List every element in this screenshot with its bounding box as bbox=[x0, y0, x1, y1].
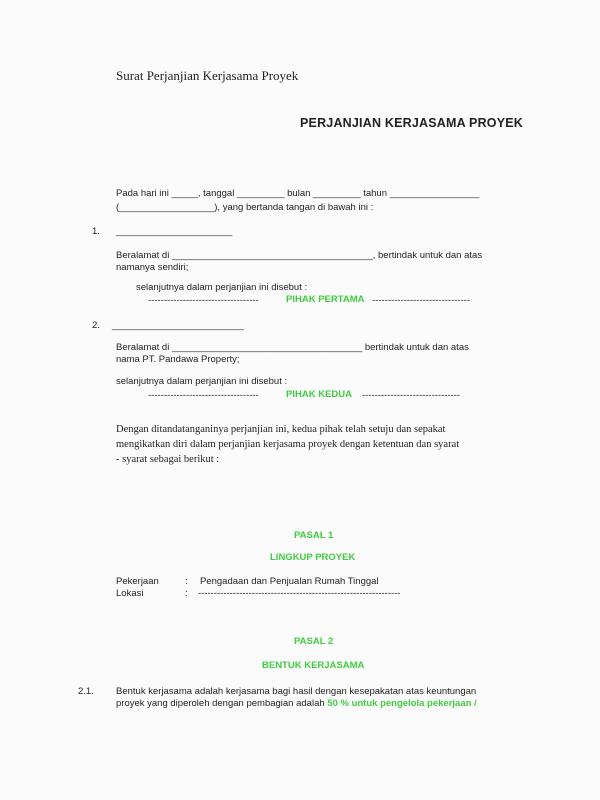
pasal2-clause-line-2 bbox=[116, 698, 477, 709]
pasal2-heading: PASAL 2 bbox=[294, 636, 334, 647]
intro-line-2: (__________________), yang bertanda tangan di bawah ini : bbox=[116, 202, 374, 213]
agreement-text-line-2: mengikatkan diri dalam perjanjian kerjasama proyek dengan ketentuan dan syarat bbox=[116, 439, 460, 450]
pasal1-row-colon: : bbox=[185, 576, 188, 587]
party2-reference-line: selanjutnya dalam perjanjian ini disebut : bbox=[116, 376, 288, 387]
pasal2-clause-line-2-highlight: 50 % untuk pengelola pekerjaan / bbox=[327, 698, 477, 709]
pasal2-clause-line-1: Bentuk kerjasama adalah kerjasama bagi hasil dengan kesepakatan atas keuntungan bbox=[116, 686, 477, 697]
pasal1-row-label: Pekerjaan bbox=[116, 576, 159, 587]
pasal1-row-value: Pengadaan dan Penjualan Rumah Tinggal bbox=[200, 576, 379, 587]
party1-label: PIHAK PERTAMA bbox=[286, 294, 365, 305]
document-title: Surat Perjanjian Kerjasama Proyek bbox=[116, 68, 299, 83]
agreement-text-line-1: Dengan ditandatanganinya perjanjian ini, kedua pihak telah setuju dan sepakat bbox=[116, 424, 446, 435]
party2-dash-left: ----------------------------------- bbox=[148, 390, 259, 401]
party1-number: 1. bbox=[92, 226, 100, 237]
agreement-title: PERJANJIAN KERJASAMA PROYEK bbox=[300, 116, 524, 130]
party2-number: 2. bbox=[92, 320, 100, 331]
party2-label: PIHAK KEDUA bbox=[286, 389, 352, 400]
pasal1-row-colon: : bbox=[185, 588, 188, 599]
party1-address-line-2: namanya sendiri; bbox=[116, 262, 189, 273]
party2-address-line-2: nama PT. Pandawa Property; bbox=[116, 354, 240, 365]
party1-reference-line: selanjutnya dalam perjanjian ini disebut : bbox=[136, 282, 308, 293]
party1-name-line: ______________________ bbox=[116, 226, 233, 237]
party1-dash-right: ------------------------------- bbox=[372, 295, 471, 306]
party1-address-line-1: Beralamat di ______________________________________, bertindak untuk dan atas bbox=[116, 250, 483, 261]
pasal2-subheading: BENTUK KERJASAMA bbox=[262, 660, 365, 671]
pasal1-row-label: Lokasi bbox=[116, 588, 144, 599]
pasal2-clause-number: 2.1. bbox=[78, 686, 94, 697]
pasal1-heading: PASAL 1 bbox=[294, 530, 334, 541]
party2-address-line-1: Beralamat di ____________________________________ bertindak untuk dan atas bbox=[116, 342, 469, 353]
agreement-text-line-3: - syarat sebagai berikut : bbox=[116, 454, 220, 465]
party1-dash-left: ----------------------------------- bbox=[148, 295, 259, 306]
party2-dash-right: ------------------------------- bbox=[362, 390, 461, 401]
party2-name-line: _________________________ bbox=[112, 320, 245, 331]
intro-line-1: Pada hari ini _____, tanggal _________ bulan _________ tahun _________________ bbox=[116, 188, 480, 199]
pasal2-clause-line-2-prefix: proyek yang diperoleh dengan pembagian adalah bbox=[116, 698, 325, 709]
pasal1-subheading: LINGKUP PROYEK bbox=[270, 552, 356, 563]
pasal1-row-value: ---------------------------------------------------------------- bbox=[198, 588, 401, 599]
